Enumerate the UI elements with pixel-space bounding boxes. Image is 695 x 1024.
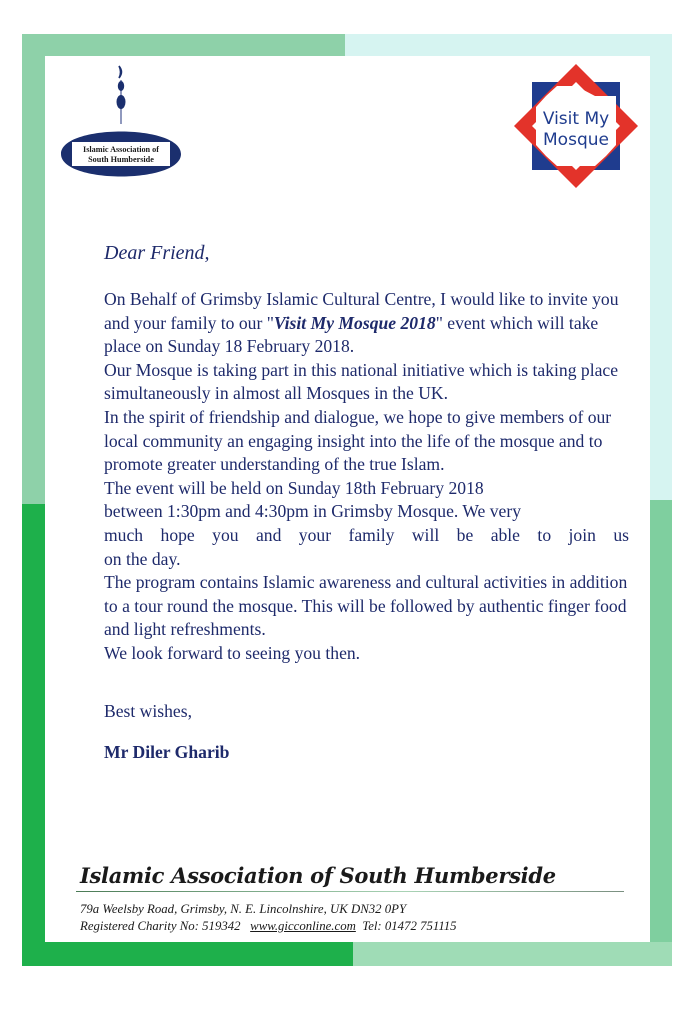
frame-top-right-bar (345, 34, 672, 56)
paragraph-event-line3: much hope you and your family will be able to join us (104, 524, 629, 545)
association-logo (58, 62, 188, 192)
paragraph-event-line2: between 1:30pm and 4:30pm in Grimsby Mosque. We very (104, 501, 522, 522)
invitation-text-end: " event which will take place on Sunday 18 February 2018. (104, 312, 599, 357)
visit-my-mosque-line1: Visit My (542, 109, 610, 129)
association-logo-line2: South Humberside (88, 155, 154, 164)
frame-bottom-left-bar (22, 942, 353, 966)
mosque-minaret-logo-icon (58, 62, 188, 192)
invitation-text: On Behalf of Grimsby Islamic Cultural Centre, I would like to invite you and your family to our " (104, 289, 619, 333)
paragraph-initiative: Our Mosque is taking part in this national initiative which is taking place simultaneously in almost all Mosques in the UK. (104, 359, 619, 404)
charity-number: Registered Charity No: 519342 (80, 919, 241, 933)
letter-body (104, 288, 629, 666)
website-link[interactable]: www.gicconline.com (250, 919, 356, 933)
closing: Best wishes, (104, 701, 192, 721)
paragraph-invitation (104, 288, 629, 359)
frame-right-bottom-bar (650, 500, 672, 966)
frame-right-top-bar (650, 34, 672, 500)
footer-address: 79a Weelsby Road, Grimsby, N. E. Lincolnshire, UK DN32 0PY (80, 902, 407, 916)
signature-name: Mr Diler Gharib (104, 742, 230, 762)
telephone: Tel: 01472 751115 (362, 919, 457, 933)
frame-left-bottom-bar (22, 504, 45, 966)
paragraph-program: The program contains Islamic awareness and cultural activities in addition to a tour round the mosque. This will be followed by authentic finger food and light refreshments. (104, 572, 628, 640)
footer-divider (76, 891, 624, 892)
visit-my-mosque-line2: Mosque (543, 130, 609, 150)
paragraph-event-line1: The event will be held on Sunday 18th February 2018 (104, 477, 484, 498)
frame-left-top-bar (22, 34, 45, 504)
salutation: Dear Friend, (104, 242, 210, 264)
frame-bottom-right-bar (353, 942, 672, 966)
association-logo-line1: Islamic Association of (83, 145, 159, 154)
frame-top-left-bar (22, 34, 345, 56)
event-name: Visit My Mosque 2018 (273, 312, 436, 333)
paragraph-closing-line: We look forward to seeing you then. (104, 642, 361, 663)
footer-org-name: Islamic Association of South Humberside (80, 863, 556, 888)
eight-point-star-logo-icon (512, 62, 640, 190)
footer-contact-line (80, 919, 457, 934)
paragraph-event-line4: on the day. (104, 548, 181, 569)
visit-my-mosque-logo (512, 62, 640, 190)
paragraph-spirit: In the spirit of friendship and dialogue, we hope to give members of our local community an engaging insight into the life of the mosque and to promote greater understanding of the true Islam. (104, 406, 612, 475)
